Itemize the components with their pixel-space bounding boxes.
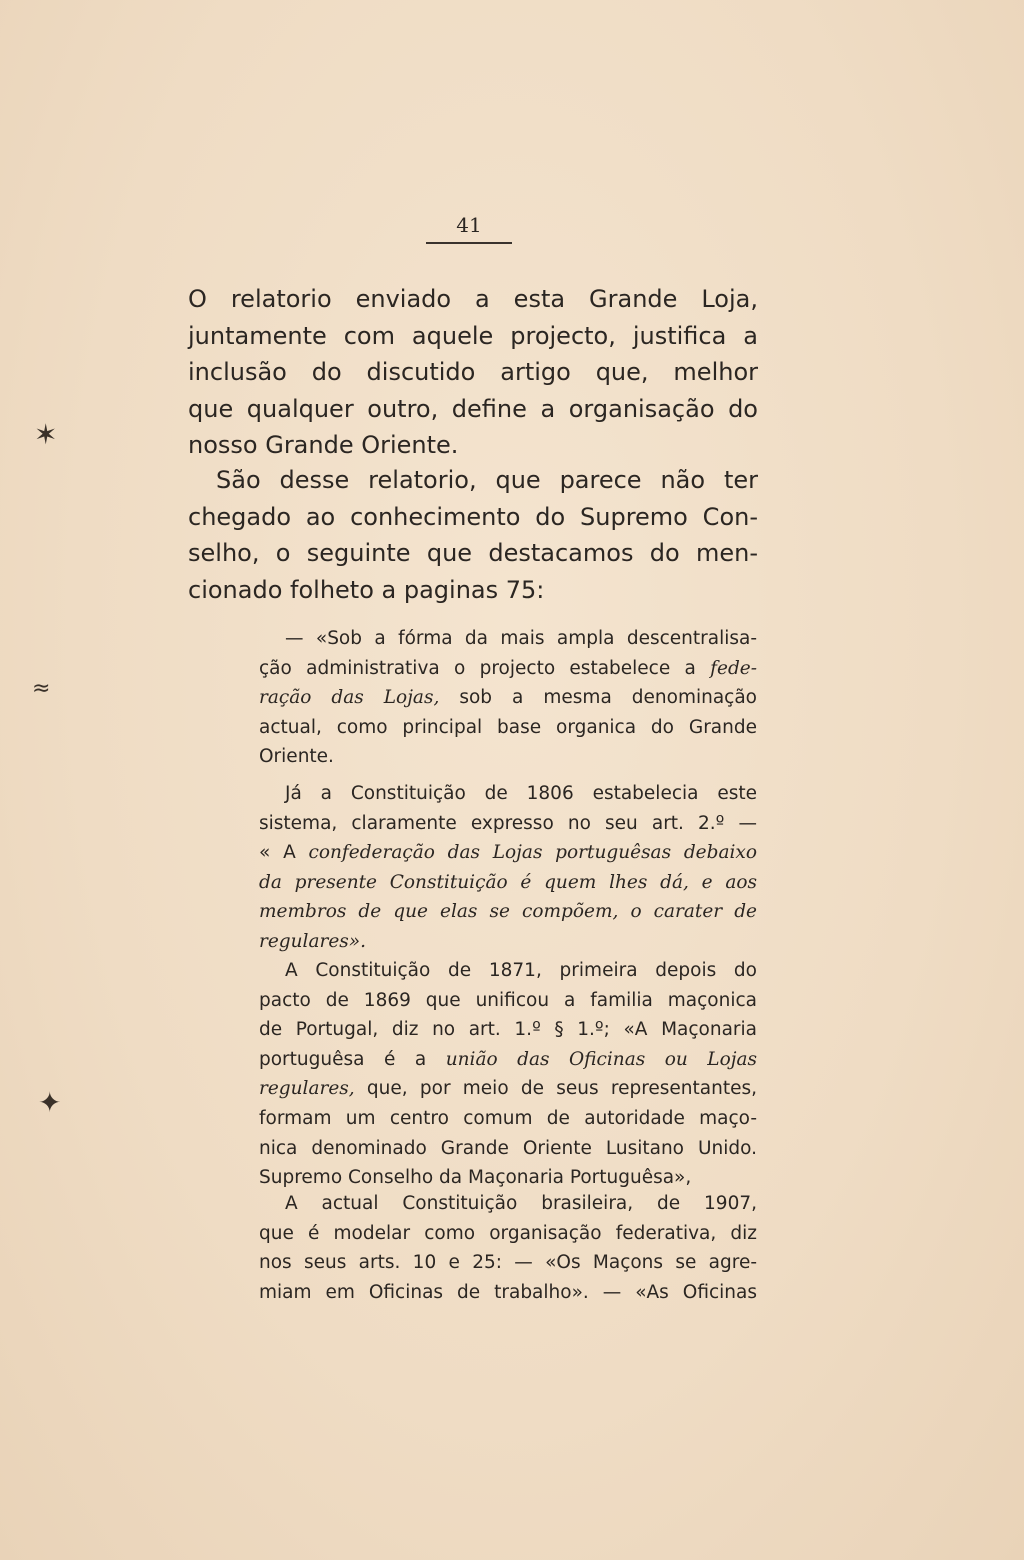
text-line: de Portugal, diz no art. 1.º § 1.º; «A Maçonaria xyxy=(259,1019,757,1041)
text-span: sob a mesma denominação xyxy=(439,687,757,709)
text-line: juntamente com aquele projecto, justifica a xyxy=(188,321,758,350)
text-line: inclusão do discutido artigo que, melhor xyxy=(188,358,758,386)
text-span: ção administrativa o projecto estabelece a xyxy=(259,657,711,679)
quote-paragraph xyxy=(259,624,757,772)
page-number: 41 xyxy=(456,213,482,237)
text-line xyxy=(259,1045,757,1075)
text-line: miam em Oficinas de trabalho». — «As Oficinas xyxy=(259,1281,757,1303)
text-line: nosso Grande Oriente. xyxy=(188,431,459,459)
text-line: cionado folheto a paginas 75: xyxy=(188,575,545,604)
text-line xyxy=(259,838,757,868)
italic-line: regulares». xyxy=(259,930,366,952)
text-line xyxy=(259,1074,757,1104)
text-line: que qualquer outro, define a organisação do xyxy=(188,394,758,423)
ink-blot-mark: ✦ xyxy=(38,1086,62,1119)
text-line: Oriente. xyxy=(259,746,334,768)
text-line xyxy=(259,654,757,684)
text-line: pacto de 1869 que unificou a familia maçonica xyxy=(259,989,757,1011)
italic-span: confederação das Lojas portuguêsas debaixo xyxy=(308,842,757,864)
text-line: A Constituição de 1871, primeira depois do xyxy=(285,960,757,981)
italic-line: da presente Constituição é quem lhes dá, e aos xyxy=(259,871,757,893)
text-line: O relatorio enviado a esta Grande Loja, xyxy=(188,285,758,313)
page-number-rule xyxy=(426,242,512,244)
italic-span: união das Oficinas ou Lojas xyxy=(445,1048,757,1070)
italic-span: regulares, xyxy=(259,1078,355,1100)
text-line: sistema, claramente expresso no seu art. 2.º — xyxy=(259,812,757,834)
ink-blot-mark: ≈ xyxy=(32,676,51,701)
italic-span: ração das Lojas, xyxy=(259,687,440,709)
text-span: « A xyxy=(259,842,309,864)
text-line: São desse relatorio, que parece não ter xyxy=(216,466,758,494)
text-line: Supremo Conselho da Maçonaria Portuguêsa», xyxy=(259,1167,692,1189)
text-line: Já a Constituição de 1806 estabelecia este xyxy=(285,783,757,804)
text-span: que, por meio de seus representantes, xyxy=(354,1078,757,1100)
ink-blot-mark: ✶ xyxy=(34,418,58,451)
text-line: formam um centro comum de autoridade maço- xyxy=(259,1107,757,1129)
italic-span: fede- xyxy=(710,657,757,679)
text-line: A actual Constituição brasileira, de 1907, xyxy=(285,1193,757,1214)
quote-paragraph xyxy=(259,956,757,1193)
text-line: nica denominado Grande Oriente Lusitano Unido. xyxy=(259,1137,757,1159)
lead-paragraph xyxy=(188,462,758,608)
text-line: — «Sob a fórma da mais ampla descentralisa- xyxy=(285,628,757,649)
quote-paragraph xyxy=(259,1189,757,1307)
text-line xyxy=(259,683,757,713)
text-line: que é modelar como organisação federativa, diz xyxy=(259,1222,757,1244)
italic-line: membros de que elas se compõem, o carater de xyxy=(259,901,757,923)
text-span: portuguêsa é a xyxy=(259,1048,446,1070)
quote-paragraph xyxy=(259,779,757,957)
lead-paragraph xyxy=(188,281,758,464)
text-line: nos seus arts. 10 e 25: — «Os Maçons se agre- xyxy=(259,1252,757,1274)
text-line: actual, como principal base organica do Grande xyxy=(259,716,757,738)
text-line: selho, o seguinte que destacamos do men- xyxy=(188,539,758,567)
text-line: chegado ao conhecimento do Supremo Con- xyxy=(188,502,758,531)
